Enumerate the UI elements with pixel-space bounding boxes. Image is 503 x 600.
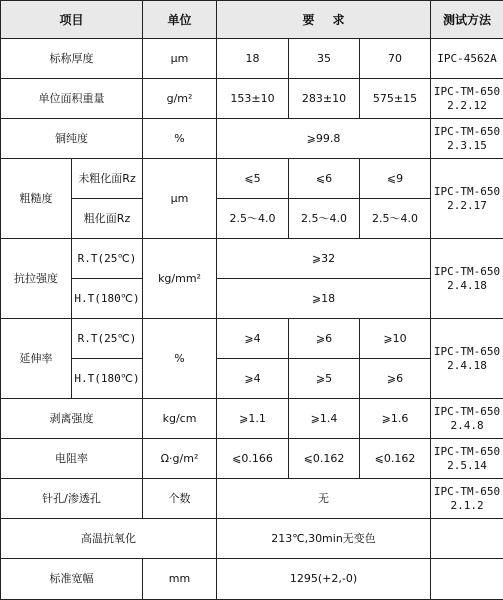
method-line-1: IPC-TM-650 (433, 264, 501, 278)
method-cell (431, 399, 503, 439)
value-cell: ⩾4 (217, 359, 289, 399)
header-requirement (217, 1, 431, 39)
header-item: 项目 (1, 1, 143, 39)
method-cell (431, 119, 503, 159)
header-method: 测试方法 (431, 1, 503, 39)
method-line-2: 2.2.12 (447, 98, 487, 112)
table-row-peel (1, 399, 503, 439)
unit-cell: mm (143, 559, 217, 600)
header-unit: 单位 (143, 1, 217, 39)
method-cell (431, 319, 503, 399)
table-row-resistivity (1, 439, 503, 479)
value-cell: 70 (360, 39, 431, 79)
table-row-elongation-2 (1, 359, 503, 399)
method-line-1: IPC-TM-650 (433, 404, 501, 418)
value-cell: 2.5～4.0 (289, 199, 360, 239)
row-label: 延伸率 (1, 319, 72, 399)
sub-label: H.T(180℃) (72, 279, 143, 319)
method-line-2: 2.5.14 (447, 458, 487, 472)
unit-cell: g/m² (143, 79, 217, 119)
method-cell-empty (431, 559, 503, 600)
value-cell: ⩾32 (217, 239, 431, 279)
header-req-char-a: 要 (302, 12, 315, 27)
value-cell: 1295(+2,-0) (217, 559, 431, 600)
table-row-purity (1, 119, 503, 159)
row-label: 抗拉强度 (1, 239, 72, 319)
method-cell: IPC-4562A (431, 39, 503, 79)
method-cell (431, 239, 503, 319)
value-cell: ⩽0.162 (360, 439, 431, 479)
value-cell: ⩾18 (217, 279, 431, 319)
value-cell: 无 (217, 479, 431, 519)
row-label: 高温抗氧化 (1, 519, 217, 559)
value-cell: ⩾4 (217, 319, 289, 359)
value-cell: ⩽6 (289, 159, 360, 199)
method-line-1: IPC-TM-650 (433, 484, 501, 498)
value-cell: 18 (217, 39, 289, 79)
method-cell-empty (431, 519, 503, 559)
table-row-tensile-2 (1, 279, 503, 319)
method-cell (431, 159, 503, 239)
method-line-2: 2.3.15 (447, 138, 487, 152)
header-req-char-b: 求 (332, 12, 345, 27)
value-cell: 575±15 (360, 79, 431, 119)
sub-label: R.T(25℃) (72, 319, 143, 359)
row-label: 针孔/渗透孔 (1, 479, 143, 519)
unit-cell: μm (143, 159, 217, 239)
row-label: 单位面积重量 (1, 79, 143, 119)
value-cell: ⩾6 (289, 319, 360, 359)
unit-cell: % (143, 119, 217, 159)
table-row-width (1, 559, 503, 600)
value-cell: 35 (289, 39, 360, 79)
value-cell: 2.5～4.0 (217, 199, 289, 239)
method-cell (431, 439, 503, 479)
unit-cell: 个数 (143, 479, 217, 519)
unit-cell: kg/mm² (143, 239, 217, 319)
value-cell: ⩾6 (360, 359, 431, 399)
table-row-roughness-2 (1, 199, 503, 239)
value-cell: ⩾1.4 (289, 399, 360, 439)
value-cell: 153±10 (217, 79, 289, 119)
value-cell: ⩾99.8 (217, 119, 431, 159)
row-label: 铜纯度 (1, 119, 143, 159)
table-row-thickness (1, 39, 503, 79)
value-cell: ⩾10 (360, 319, 431, 359)
method-line-1: IPC-TM-650 (433, 184, 501, 198)
unit-cell: Ω·g/m² (143, 439, 217, 479)
header-row (1, 1, 503, 39)
method-line-1: IPC-TM-650 (433, 444, 501, 458)
method-line-2: 2.4.18 (447, 358, 487, 372)
table-row-tensile-1 (1, 239, 503, 279)
value-cell: 2.5～4.0 (360, 199, 431, 239)
row-label: 标称厚度 (1, 39, 143, 79)
row-label: 粗糙度 (1, 159, 72, 239)
unit-cell: kg/cm (143, 399, 217, 439)
method-line-2: 2.4.8 (450, 418, 484, 432)
unit-cell: μm (143, 39, 217, 79)
value-cell: ⩾1.1 (217, 399, 289, 439)
method-line-1: IPC-TM-650 (433, 84, 501, 98)
row-label: 剥离强度 (1, 399, 143, 439)
row-label: 电阻率 (1, 439, 143, 479)
sub-label: 粗化面Rz (72, 199, 143, 239)
method-line-2: 2.2.17 (447, 198, 487, 212)
value-cell: ⩾1.6 (360, 399, 431, 439)
sub-label: H.T(180℃) (72, 359, 143, 399)
value-cell: ⩽0.162 (289, 439, 360, 479)
table-row-elongation-1 (1, 319, 503, 359)
method-line-2: 2.1.2 (450, 498, 484, 512)
value-cell: ⩽0.166 (217, 439, 289, 479)
value-cell: 213℃,30min无变色 (217, 519, 431, 559)
value-cell: 283±10 (289, 79, 360, 119)
sub-label: R.T(25℃) (72, 239, 143, 279)
method-cell (431, 79, 503, 119)
table-row-oxidation (1, 519, 503, 559)
row-label: 标准宽幅 (1, 559, 143, 600)
value-cell: ⩽5 (217, 159, 289, 199)
value-cell: ⩽9 (360, 159, 431, 199)
method-line-2: 2.4.18 (447, 278, 487, 292)
method-line-1: IPC-TM-650 (433, 344, 501, 358)
value-cell: ⩾5 (289, 359, 360, 399)
method-cell (431, 479, 503, 519)
sub-label: 未粗化面Rz (72, 159, 143, 199)
method-line-1: IPC-TM-650 (433, 124, 501, 138)
unit-cell: % (143, 319, 217, 399)
table-row-pinhole (1, 479, 503, 519)
table-row-area-weight (1, 79, 503, 119)
table-row-roughness-1 (1, 159, 503, 199)
